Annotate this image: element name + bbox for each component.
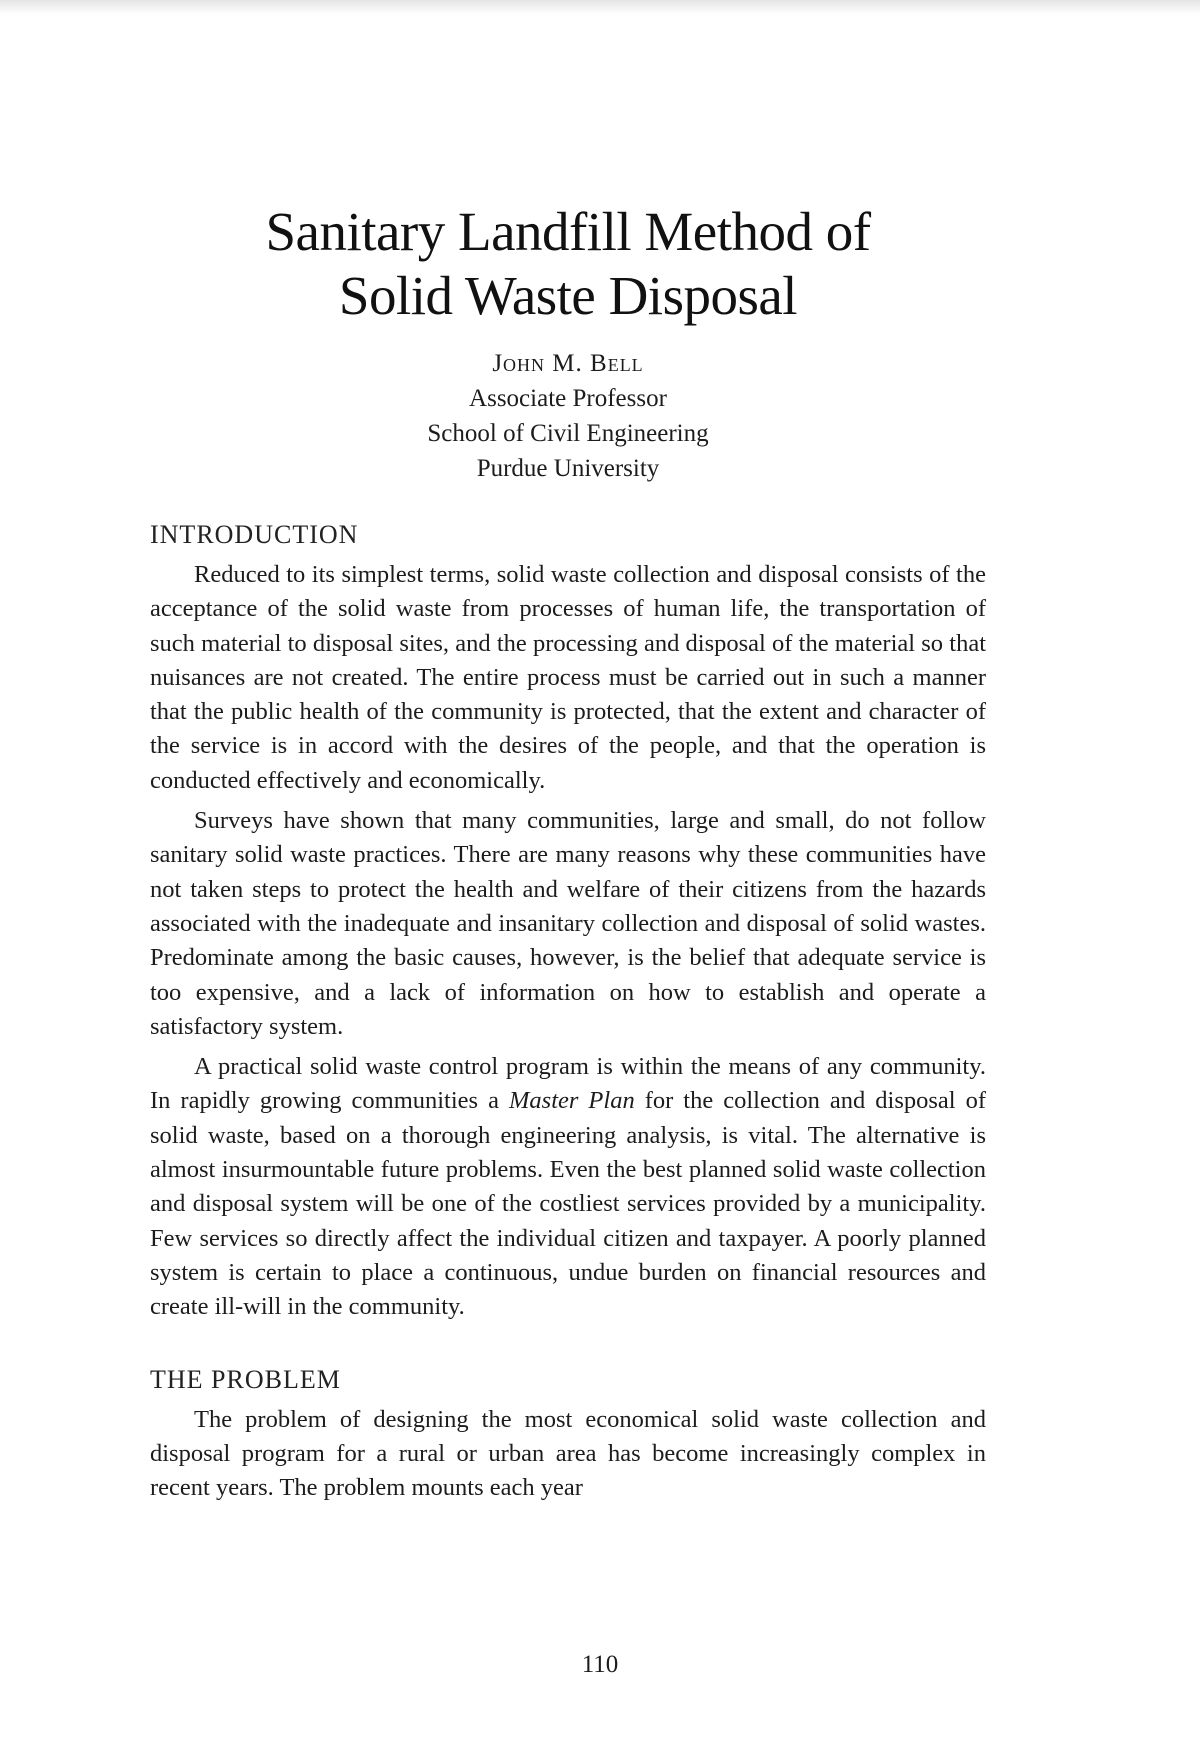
intro-paragraph-2: Surveys have shown that many communities, large and small, do not follow sanitary solid waste practices. There are many reasons why these communities have not taken steps to protect the health and welfare of their citizens from the hazards associated with the inadequate and insanitary collection and disposal of solid wastes. Predominate among the basic causes, however, is the belief that adequate service is too expensive, and a lack of information on how to establish and operate a satisfactory system. — [150, 807, 986, 1040]
page-top-edge — [0, 0, 1200, 14]
page-number: 110 — [581, 1651, 619, 1678]
problem-paragraph-1: The problem of designing the most economical solid waste collection and disposal program for a rural or urban area has become increasingly complex in recent years. The problem mounts each year — [150, 1405, 986, 1502]
byline — [150, 346, 986, 486]
author-institution: Purdue University — [476, 455, 660, 482]
title-line-1: Sanitary Landfill Method of — [265, 201, 871, 262]
problem-heading: THE PROBLEM — [150, 1364, 341, 1394]
title-line-2: Solid Waste Disposal — [338, 265, 798, 326]
author-name: John M. Bell — [492, 350, 644, 377]
introduction-section — [150, 520, 986, 1325]
problem-section — [150, 1365, 986, 1506]
author-department: School of Civil Engineering — [427, 420, 709, 447]
author-position: Associate Professor — [469, 385, 667, 412]
intro-paragraph-3-end: for the collection and disposal of solid waste, based on a thorough engineering analysis, is vital. The alternative is almost insurmountable future problems. Even the best planned solid waste collection and disposal system will be one of the costliest services provided by a municipality. Few services so directly affect the individual citizen and taxpayer. A poorly planned system is certain to place a continuous, undue burden on financial resources and create ill-will in the community. — [150, 1087, 986, 1321]
master-plan-emphasis: Master Plan — [509, 1087, 635, 1115]
intro-paragraph-3 — [150, 1050, 986, 1324]
article-title — [150, 200, 986, 328]
introduction-heading: INTRODUCTION — [150, 520, 359, 549]
intro-paragraph-1: Reduced to its simplest terms, solid waste collection and disposal consists of the acceptance of the solid waste from processes of human life, the transportation of such material to disposal sites, and the processing and disposal of the material so that nuisances are not created. The entire process must be carried out in such a manner that the public health of the community is protected, that the extent and character of the service is in accord with the desires of the people, and that the operation is conducted effectively and economically. — [150, 561, 986, 794]
intro-paragraph-3-start: A practical solid waste control program is within the means of any community. In rapidly growing communities a — [150, 1053, 986, 1115]
article — [150, 200, 986, 1505]
